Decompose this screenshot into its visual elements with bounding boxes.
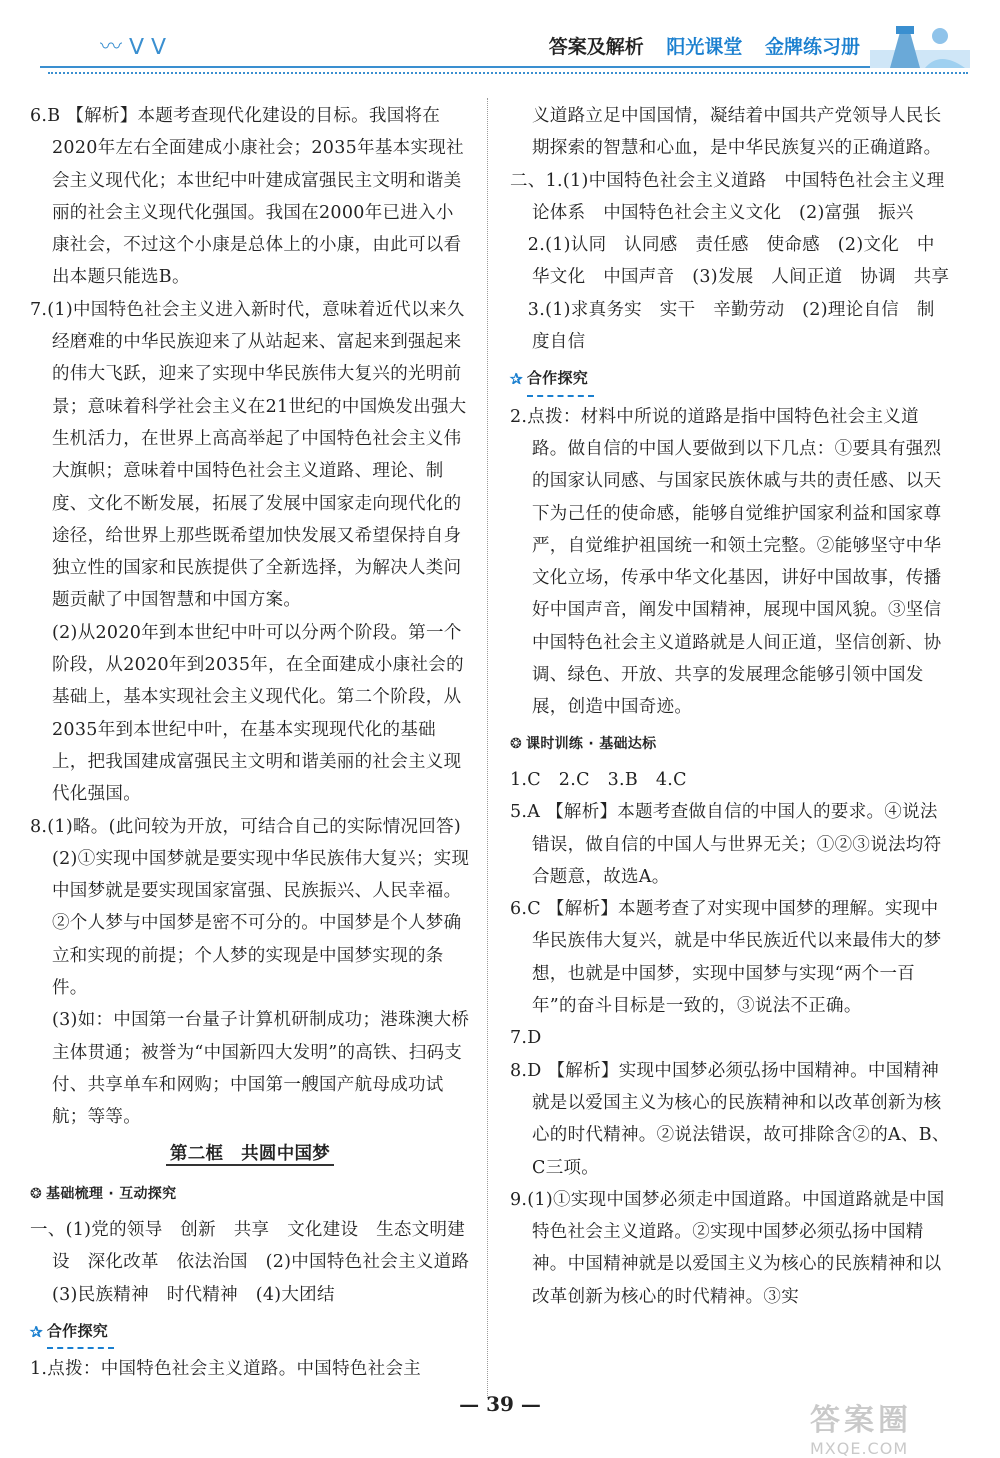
answer-train-7: 7.D bbox=[510, 1028, 542, 1049]
header-part3: 金牌练习册 bbox=[764, 36, 860, 58]
tag-basic-label: 基础梳理 · 互动探究 bbox=[46, 1185, 177, 1202]
tag-coop-label: 合作探究 bbox=[47, 1315, 114, 1349]
answer-coop-1-cont: 义道路立足中国国情，凝结着中国共产党领导人民长期探索的智慧和心血，是中华民族复兴的正确道路。 bbox=[532, 106, 942, 159]
answer-one: 一、(1)党的领导 创新 共享 文化建设 生态文明建设 深化改革 依法治国 (2)中国特色社会主义道路 (3)民族精神 时代精神 (4)大团结 bbox=[30, 1220, 488, 1305]
leaf-icon: ❂ bbox=[30, 1185, 43, 1202]
left-column bbox=[30, 100, 488, 1386]
header-dotted-rule bbox=[48, 72, 968, 74]
watermark-line2: MXQE.COM bbox=[810, 1439, 909, 1458]
watermark-line1: 答案圈 bbox=[810, 1403, 912, 1438]
page-number: — 39 — bbox=[459, 1392, 541, 1416]
section-title bbox=[30, 1138, 470, 1170]
answer-coop-2: 2.点拨：材料中所说的道路是指中国特色社会主义道路。做自信的中国人要做到以下几点：①要具有强烈的国家认同感、与国家民族休戚与共的责任感、以天下为己任的使命感，能够自觉维护国家利益和国家尊严，自觉维护祖国统一和领土完整。②能够坚守中华文化立场，传承中华文化基因，讲好中国故事，传播好中国声音，阐发中国精神，展现中国风貌。③坚信中国特色社会主义道路就是人间正道，坚信创新、协调、绿色、开放、共享的发展理念能够引领中国发展，创造中国奇迹。 bbox=[510, 406, 942, 718]
answer-train-8: 8.D 【解析】实现中国梦必须弘扬中国精神。中国精神就是以爱国主义为核心的民族精神和以改革创新为核心的时代精神。②说法错误，故可排除含②的A、B、C三项。 bbox=[510, 1060, 950, 1178]
section-title-text: 第二框 共圆中国梦 bbox=[166, 1144, 334, 1166]
leaf-icon: ❂ bbox=[510, 735, 523, 752]
answer-8-2: (2)①实现中国梦就是要实现中华民族伟大复兴；实现中国梦就是要实现国家富强、民族振兴、人民幸福。②个人梦与中国梦是密不可分的。中国梦是个人梦确立和实现的前提；个人梦的实现是中国梦实现的条件。 bbox=[52, 848, 470, 999]
answer-train-6: 6.C 【解析】本题考查了对实现中国梦的理解。实现中华民族伟大复兴，就是中华民族近代以来最伟大的梦想，也就是中国梦，实现中国梦与实现“两个一百年”的奋斗目标是一致的，③说法不正确。 bbox=[510, 899, 942, 1017]
lighthouse-decoration-icon bbox=[870, 20, 970, 68]
tag-coop bbox=[30, 1315, 114, 1349]
header-title bbox=[549, 32, 860, 59]
tag-coop-right-label: 合作探究 bbox=[527, 362, 594, 396]
answer-coop-1: 1.点拨：中国特色社会主义道路。中国特色社会主 bbox=[30, 1359, 422, 1380]
answer-8-3: (3)如：中国第一台量子计算机研制成功；港珠澳大桥主体贯通；被誉为“中国新四大发明”的高铁、扫码支付、共享单车和网购；中国第一艘国产航母成功试航；等等。 bbox=[52, 1010, 470, 1128]
tag-basic bbox=[30, 1178, 176, 1210]
header-rule bbox=[40, 66, 970, 68]
left-answers bbox=[30, 100, 470, 1134]
birds-decoration-icon: 〰 ᐯ ᐯ bbox=[100, 35, 167, 60]
star-icon: ✰ bbox=[510, 370, 523, 389]
watermark-logo bbox=[810, 1395, 980, 1458]
tag-training-label: 课时训练 · 基础达标 bbox=[526, 735, 657, 752]
answer-two-3: 3.(1)求真务实 实干 辛勤劳动 (2)理论自信 制度自信 bbox=[510, 299, 935, 353]
tag-coop-right bbox=[510, 362, 594, 396]
answer-train-5: 5.A 【解析】本题考查做自信的中国人的要求。④说法错误，做自信的中国人与世界无关；①②③说法均符合题意，故选A。 bbox=[510, 802, 942, 887]
tag-training bbox=[510, 728, 656, 760]
page-header bbox=[40, 20, 970, 90]
column-divider bbox=[487, 98, 488, 1398]
right-column bbox=[510, 100, 950, 1313]
answer-train-9: 9.(1)①实现中国梦必须走中国道路。中国道路就是中国特色社会主义道路。②实现中国梦必须弘扬中国精神。中国精神就是以爱国主义为核心的民族精神和以改革创新为核心的时代精神。③实 bbox=[510, 1189, 945, 1307]
answer-8-1: 8.(1)略。(此问较为开放，可结合自己的实际情况回答) bbox=[30, 816, 462, 837]
answer-7-2: (2)从2020年到本世纪中叶可以分两个阶段。第一个阶段，从2020年到2035年，在全面建成小康社会的基础上，基本实现社会主义现代化。第二个阶段，从2035年到本世纪中叶，在基本实现现代化的基础上，把我国建成富强民主文明和谐美丽的社会主义现代化强国。 bbox=[52, 622, 464, 805]
answer-6: 6.B 【解析】本题考查现代化建设的目标。我国将在2020年左右全面建成小康社会；2035年基本实现社会主义现代化；本世纪中叶建成富强民主文明和谐美丽的社会主义现代化强国。我国在2000年已进入小康社会，不过这个小康是总体上的小康，由此可以看出本题只能选B。 bbox=[30, 106, 464, 288]
star-icon: ✰ bbox=[30, 1322, 43, 1341]
answer-two-2: 2.(1)认同 认同感 责任感 使命感 (2)文化 中华文化 中国声音 (3)发展 人间正道 协调 共享 bbox=[510, 235, 950, 288]
answer-7-1: 7.(1)中国特色社会主义进入新时代，意味着近代以来久经磨难的中华民族迎来了从站起来、富起来到强起来的伟大飞跃，迎来了实现中华民族伟大复兴的光明前景；意味着科学社会主义在21世纪的中国焕发出强大生机活力，在世界上高高举起了中国特色社会主义伟大旗帜；意味着中国特色社会主义道路、理论、制度、文化不断发展，拓展了发展中国家走向现代化的途径，给世界上那些既希望加快发展又希望保持自身独立性的国家和民族提供了全新选择，为解决人类问题贡献了中国智慧和中国方案。 bbox=[30, 299, 467, 611]
header-part2: 阳光课堂 bbox=[666, 36, 743, 58]
header-part1: 答案及解析 bbox=[548, 36, 644, 58]
answer-two-1: 二、1.(1)中国特色社会主义道路 中国特色社会主义理论体系 中国特色社会主义文化 (2)富强 振兴 bbox=[510, 170, 945, 223]
answer-train-1-4: 1.C 2.C 3.B 4.C bbox=[510, 769, 687, 790]
